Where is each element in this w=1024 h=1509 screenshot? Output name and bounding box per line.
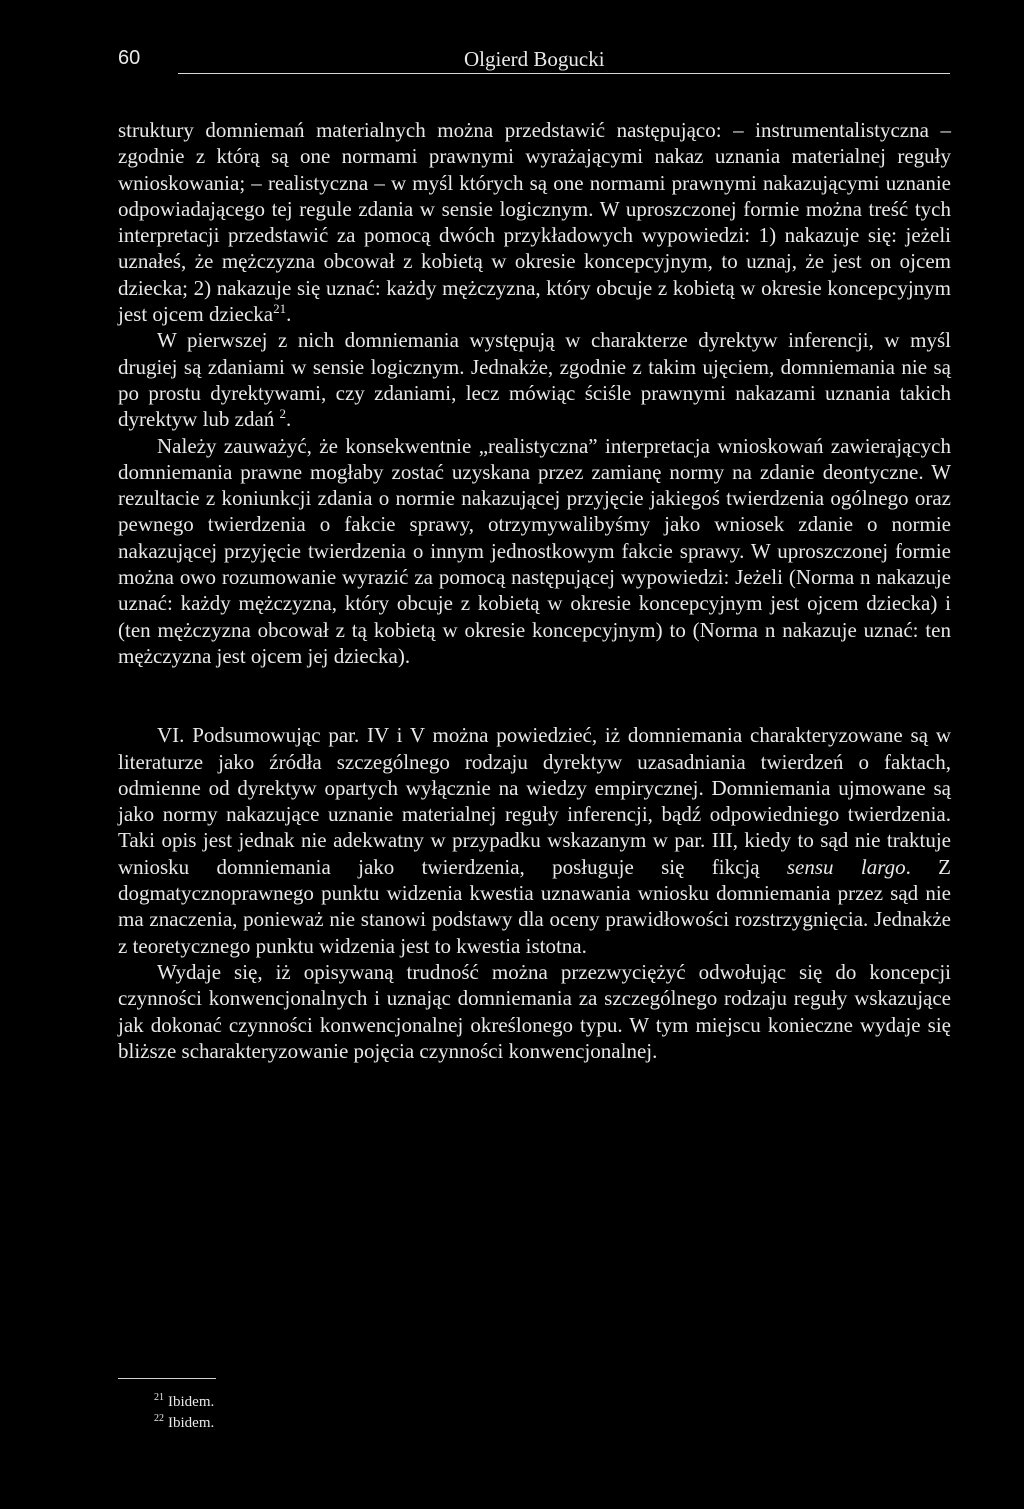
footnote: [154, 1392, 554, 1413]
text-run: VI. Podsumowując par. IV i V można powiedzieć, iż domniemania charakteryzowane są w literaturze jako źródła szczególnego rodzaju dyrektyw uzasadniania twierdzeń o faktach, odmienne od dyrektyw opartych wyłącznie na wiedzy empirycznej. Domniemania ujmowane są jako normy nakazujące uznanie materialnej reguły inferencji, bądź odpowiedniego twierdzenia. Taki opis jest jednak nie adekwatny w przypadku wskazanym w par. III, kiedy to sąd nie traktuje wniosku domniemania jako twierdzenia, posługuje się fikcją: [118, 723, 951, 879]
text-run: struktury domniemań materialnych można przedstawić następująco: – instrumentalistyczna – zgodnie z którą są one normami prawnymi wyrażającymi nakaz uznania materialnej reguły wnioskowania; – realistyczna – w myśl których są one normami prawnymi nakazującymi uznanie odpowiadającego tej regule zdania w sensie logicznym. W uproszczonej formie można treść tych interpretacji przedstawić za pomocą dwóch przykładowych wypowiedzi: 1) nakazuje się: jeżeli uznałeś, że mężczyzna obcował z kobietą w okresie koncepcyjnym, to uznaj, że jest on ojcem dziecka; 2) nakazuje się uznać: każdy mężczyzna, który obcuje z kobietą w okresie koncepcyjnym jest ojcem dziecka: [118, 118, 951, 327]
text-run: W pierwszej z nich domniemania występują w charakterze dyrektyw inferencji, w myśl drugiej są zdaniami w sensie logicznym. Jednakże, zgodnie z takim ujęciem, domniemania nie są po prostu dyrektywami, czy zdaniami, lecz mówiąc ściśle prawnymi nakazami uznania takich dyrektyw lub zdań: [118, 328, 951, 432]
footnotes: [154, 1392, 554, 1434]
text-run: . Z dogmatycznoprawnego punktu widzenia kwestia uznawania wniosku domniemania przez sąd nie ma znaczenia, ponieważ nie stanowi podstawy dla oceny prawidłowości rozstrzygnięcia. Jednakże z teoretycznego punktu widzenia jest to kwestia istotna.: [118, 854, 951, 958]
text-run: .: [286, 407, 292, 432]
paragraph: [118, 722, 951, 959]
header-rule: [178, 73, 950, 74]
footnote-mark: 22: [154, 1413, 164, 1424]
page-number: 60: [118, 47, 141, 69]
page-header: [118, 44, 950, 74]
footnote-mark: 21: [154, 1392, 164, 1403]
footnote-rule: [118, 1378, 216, 1379]
paragraph: [118, 433, 951, 670]
footnote: [154, 1413, 554, 1434]
paragraph: [118, 117, 951, 327]
emphasis-text: sensu largo: [786, 854, 906, 879]
running-head: Olgierd Bogucki: [464, 47, 605, 71]
footnote-reference: 2: [279, 406, 287, 422]
paragraph: [118, 959, 951, 1064]
text-run: Wydaje się, iż opisywaną trudność można przezwyciężyć odwołując się do koncepcji czynności konwencjonalnych i uznając domniemania za szczególnego rodzaju reguły wskazujące jak dokonać czynności konwencjonalnej określonego typu. W tym miejscu konieczne wydaje się bliższe scharakteryzowanie pojęcia czynności konwencjonalnej.: [118, 959, 951, 1063]
section-gap: [118, 669, 951, 722]
text-run: Należy zauważyć, że konsekwentnie „realistyczna” interpretacja wnioskowań zawierających domniemania prawne mogłaby zostać uzyskana przez zamianę normy na zdanie deontyczne. W rezultacie z koniunkcji zdania o normie nakazującej przyjęcie jakiegoś twierdzenia ogólnego oraz pewnego twierdzenia o fakcie sprawy, otrzymywalibyśmy jako wniosek zdanie o normie nakazującej przyjęcie twierdzenia o innym jednostkowym fakcie sprawy. W uproszczonej formie można owo rozumowanie wyrazić za pomocą następującej wypowiedzi: Jeżeli (Norma n nakazuje uznać: każdy mężczyzna, który obcuje z kobietą w okresie koncepcyjnym jest ojcem dziecka) i (ten mężczyzna obcował z tą kobietą w okresie koncepcyjnym) to (Norma n nakazuje uznać: ten mężczyzna jest ojcem jej dziecka).: [118, 433, 951, 668]
text-run: .: [286, 302, 292, 327]
body-text: [118, 117, 951, 1064]
footnote-text: Ibidem.: [168, 1394, 215, 1410]
footnote-text: Ibidem.: [168, 1415, 215, 1431]
footnote-reference: 21: [273, 301, 287, 317]
paragraph: [118, 327, 951, 432]
